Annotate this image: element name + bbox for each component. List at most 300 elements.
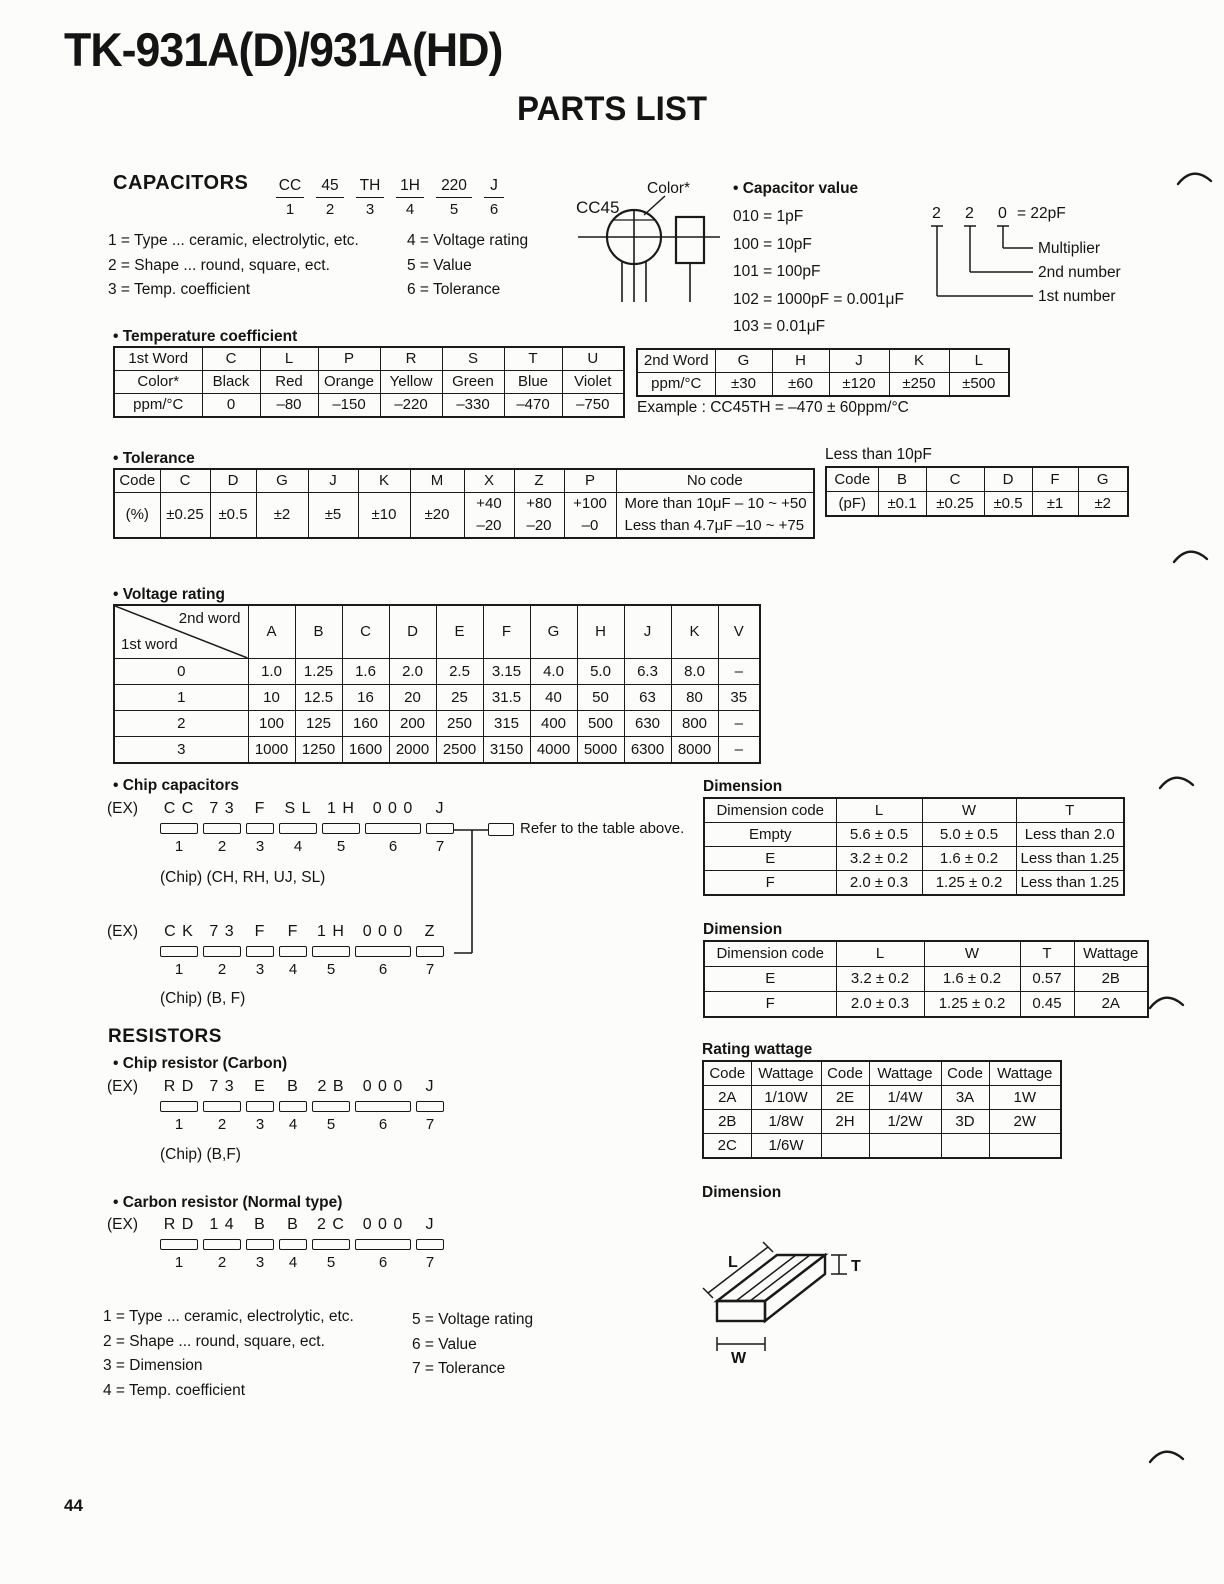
table-row [826,492,1128,517]
table-row [704,798,1124,823]
table-cell: E [436,605,483,659]
code-number: 7 [425,1254,435,1271]
capacitor-value-item: 101 = 100pF [733,263,821,280]
table-cell: Empty [704,823,836,847]
code-segment [279,923,307,978]
rating-wattage-table [702,1060,1062,1159]
table-cell: E [704,967,836,992]
page-title: TK-931A(D)/931A(HD) [64,23,503,76]
resistors-heading: RESISTORS [108,1026,222,1047]
table-row [114,469,814,493]
carbon-resistor-example [160,1216,444,1271]
table-cell: 10 [248,685,295,711]
table-cell: K [889,349,949,373]
code-number: 3 [255,961,265,978]
legend-item: 4 = Temp. coefficient [103,1381,246,1399]
table-cell: J [829,349,889,373]
table-row [703,1061,1061,1086]
table-cell: No code [616,469,814,493]
code-segment [355,923,411,978]
code-number: 1 [174,961,184,978]
code-number: 7 [435,838,445,855]
table-cell: 2.0 ± 0.3 [836,871,922,896]
code-number: 3 [365,201,375,218]
code-chars: F [254,923,266,940]
code-box [322,823,360,834]
temp-coefficient-heading: • Temperature coefficient [113,328,298,345]
code-number: 4 [288,1116,298,1133]
table-cell: ±2 [1078,492,1128,517]
code-number: 1 [174,1116,184,1133]
refer-code-box [488,823,514,836]
legend-item: 4 = Voltage rating [407,232,529,249]
table-cell: ±30 [715,373,772,397]
legend-item: 6 = Tolerance [407,281,501,298]
table-cell: 1/10W [751,1086,821,1110]
table-cell: E [704,847,836,871]
code-number: 5 [326,1116,336,1133]
code-chars: 0 0 0 [362,1216,404,1233]
code-chars: 1 4 [209,1216,235,1233]
code-chars: B [287,1078,299,1095]
less-than-10pf-table [825,466,1129,517]
code-number: 2 [325,201,335,218]
table-cell: ±0.5 [210,493,256,539]
table-cell: F [704,871,836,896]
code-chars: 1H [400,177,420,194]
code-segment [160,923,198,978]
table-cell: 2B [703,1110,751,1134]
code-box [355,946,411,957]
code-number: 4 [288,1254,298,1271]
table-cell: Code [826,467,878,492]
table-cell: 4.0 [530,659,577,685]
code-box [160,823,198,834]
legend-item: 3 = Dimension [103,1357,203,1374]
table-cell: W [924,941,1020,967]
example-label: (EX) [107,1216,138,1233]
table-cell: 1 [114,685,248,711]
table-cell: H [577,605,624,659]
table-cell: T [504,347,562,371]
code-number: 6 [388,838,398,855]
table-cell: 0.45 [1020,992,1074,1018]
table-cell: 2.0 ± 0.3 [836,992,924,1018]
table-cell: F [704,992,836,1018]
legend-item: 2 = Shape ... round, square, ect. [108,256,330,274]
table-cell: –20 [514,515,564,538]
table-cell: ±500 [949,373,1009,397]
table-cell: Dimension code [704,941,836,967]
code-chars: E [254,1078,266,1095]
legend-item: 1 = Type ... ceramic, electrolytic, etc. [108,232,359,249]
code-number: 2 [217,961,227,978]
capacitor-legend-left [108,229,359,303]
chip-resistor-heading: • Chip resistor (Carbon) [113,1055,288,1072]
chip-dimension-drawing [700,1203,885,1365]
table-cell: 40 [530,685,577,711]
table-cell: 2H [821,1110,869,1134]
table-cell: W [922,798,1016,823]
code-number: 6 [378,1116,388,1133]
code-segment [246,923,274,978]
table-cell: 2.0 [389,659,436,685]
code-chars: B [287,1216,299,1233]
code-chars: J [490,177,498,194]
table-cell: 2C [703,1134,751,1159]
code-chars: F [254,800,266,817]
code-segment [416,1078,444,1133]
table-row [114,493,814,516]
cc45-capacitor-drawing [570,180,725,310]
table-cell: 1/4W [869,1086,941,1110]
code-number: 5 [336,838,346,855]
code-number: 3 [255,1116,265,1133]
table-cell: 1000 [248,737,295,764]
table-cell: Less than 1.25 [1016,871,1124,896]
legend-item: 7 = Tolerance [412,1360,506,1377]
code-box [246,1101,274,1112]
table-cell: Code [821,1061,869,1086]
code-chars: C K [164,923,194,940]
corner-bottom-label: 1st word [121,636,178,654]
table-cell: –80 [260,394,318,418]
table-cell: D [389,605,436,659]
example-digit-2: 2 [965,205,974,222]
table-cell: 8000 [671,737,718,764]
table-cell: 0 [202,394,260,418]
capacitor-value-item: 010 = 1pF [733,208,804,225]
code-chars: J [425,1216,435,1233]
temp-coefficient-table-2nd-word [636,348,1010,397]
table-cell: 630 [624,711,671,737]
code-chars: 220 [441,177,467,194]
capacitors-heading: CAPACITORS [113,172,249,194]
code-box [355,1101,411,1112]
code-segment [203,1216,241,1271]
table-cell: 2B [1074,967,1148,992]
table-cell: 2W [989,1110,1061,1134]
table-cell: 2E [821,1086,869,1110]
code-chars: 0 0 0 [372,800,414,817]
code-chars: 0 0 0 [362,1078,404,1095]
table-cell: 4000 [530,737,577,764]
table-cell: G [256,469,308,493]
table-cell: 2A [703,1086,751,1110]
code-chars: 2 B [317,1078,345,1095]
code-number: 1 [285,201,295,218]
code-chars: CC [278,177,302,194]
code-segment [365,800,421,855]
table-cell: –0 [564,515,616,538]
table-cell: –330 [442,394,504,418]
table-cell: D [210,469,256,493]
table-cell: 5000 [577,737,624,764]
table-row [114,371,624,394]
code-chars: J [425,1078,435,1095]
code-segment [316,177,344,218]
legend-item: 2 = Shape ... round, square, ect. [103,1332,325,1350]
code-segment [276,177,304,218]
code-segment [396,177,424,218]
table-cell: L [836,798,922,823]
square-capacitor-body [676,217,704,263]
code-segment [279,1078,307,1133]
table-cell: G [715,349,772,373]
code-box [203,946,241,957]
code-number: 1 [174,1254,184,1271]
code-box [436,197,472,198]
table-cell: Color* [114,371,202,394]
table-cell: Less than 2.0 [1016,823,1124,847]
table-cell: A [248,605,295,659]
table-cell: 2 [114,711,248,737]
page-subtitle: PARTS LIST [517,90,707,128]
code-box [279,946,307,957]
code-segment [322,800,360,855]
table-cell: 5.6 ± 0.5 [836,823,922,847]
code-box [160,946,198,957]
dimension-table-1 [703,797,1125,896]
table-row [704,847,1124,871]
capacitor-code-breakdown [276,177,504,218]
capacitor-legend-right [407,229,528,303]
table-cell: C [342,605,389,659]
code-number: 7 [425,961,435,978]
code-segment [436,177,472,218]
table-cell: More than 10μF – 10 ~ +50 [616,493,814,516]
table-cell: Wattage [989,1061,1061,1086]
table-cell: K [358,469,410,493]
table-cell: – [718,737,760,764]
table-row [704,967,1148,992]
table-cell: Code [941,1061,989,1086]
code-chars: 7 3 [209,800,235,817]
code-number: 7 [425,1116,435,1133]
table-cell: –470 [504,394,562,418]
table-cell: 200 [389,711,436,737]
code-box [316,197,344,198]
table-cell: 400 [530,711,577,737]
table-cell: Code [114,469,160,493]
table-cell: C [926,467,984,492]
table-row [704,992,1148,1018]
table-cell: 3150 [483,737,530,764]
table-cell: 2nd Word [637,349,715,373]
code-box [279,823,317,834]
table-cell: Wattage [751,1061,821,1086]
label-w: W [731,1350,747,1367]
chip-note-2: (Chip) (B, F) [160,990,246,1007]
table-cell: Blue [504,371,562,394]
example-label: (EX) [107,800,138,817]
chip-resistor-note: (Chip) (B,F) [160,1146,241,1163]
legend-item: 3 = Temp. coefficient [108,281,251,298]
chip-capacitors-heading: • Chip capacitors [113,777,240,794]
code-box [356,197,384,198]
table-cell: –150 [318,394,380,418]
rating-wattage-heading: Rating wattage [702,1041,813,1058]
example-label: (EX) [107,1078,138,1095]
legend-item: 5 = Value [407,256,472,274]
diagonal-header-cell [114,605,248,659]
example-equals: = 22pF [1017,205,1066,222]
code-box [312,1239,350,1250]
code-box [365,823,421,834]
table-cell: V [718,605,760,659]
code-box [484,197,504,198]
table-row [703,1086,1061,1110]
table-cell: ±120 [829,373,889,397]
table-cell: 50 [577,685,624,711]
code-segment [356,177,384,218]
code-segment [312,1078,350,1133]
capacitor-value-heading: • Capacitor value [733,180,859,197]
code-number: 2 [217,1116,227,1133]
code-chars: 45 [321,177,339,194]
code-segment [160,1216,198,1271]
example-digit-3: 0 [998,205,1007,222]
chip-resistor-example [160,1078,444,1133]
code-segment [416,1216,444,1271]
code-segment [355,1078,411,1133]
capacitor-value-example [920,202,1160,308]
table-cell: Dimension code [704,798,836,823]
table-cell: +100 [564,493,616,516]
code-number: 1 [174,838,184,855]
table-row [114,605,760,659]
table-cell: P [564,469,616,493]
code-chars: J [435,800,445,817]
table-cell: 1/8W [751,1110,821,1134]
code-number: 4 [405,201,415,218]
code-segment [279,800,317,855]
capacitor-value-item: 100 = 10pF [733,235,812,253]
table-cell: 3D [941,1110,989,1134]
code-chars: 0 0 0 [362,923,404,940]
table-cell: ±0.25 [926,492,984,517]
refer-note: Refer to the table above. [520,820,685,837]
table-cell: 5.0 ± 0.5 [922,823,1016,847]
example-digit-1: 2 [932,205,941,222]
temp-coefficient-example: Example : CC45TH = –470 ± 60ppm/°C [637,399,909,416]
code-segment [246,800,274,855]
code-box [355,1239,411,1250]
code-number: 3 [255,1254,265,1271]
code-box [276,197,304,198]
table-cell: 2A [1074,992,1148,1018]
table-cell: –20 [464,515,514,538]
code-segment [312,1216,350,1271]
table-cell: 5.0 [577,659,624,685]
table-cell: 8.0 [671,659,718,685]
table-cell: 125 [295,711,342,737]
code-number: 4 [288,961,298,978]
code-number: 2 [217,838,227,855]
table-cell: ±250 [889,373,949,397]
table-cell: ±20 [410,493,464,539]
voltage-rating-table [113,604,761,764]
code-box [312,946,350,957]
table-cell: C [160,469,210,493]
table-row [637,373,1009,397]
code-number: 3 [255,838,265,855]
table-cell: ±5 [308,493,358,539]
table-cell: –220 [380,394,442,418]
table-cell: ±0.5 [984,492,1032,517]
table-cell [821,1134,869,1159]
dimension-diagram-heading: Dimension [702,1184,782,1201]
legend-item: 5 = Voltage rating [412,1311,534,1328]
table-cell: 1.25 [295,659,342,685]
table-cell: 12.5 [295,685,342,711]
chip-note-1: (Chip) (CH, RH, UJ, SL) [160,869,326,886]
code-box [160,1101,198,1112]
table-cell: 6.3 [624,659,671,685]
capacitor-value-item: 103 = 0.01μF [733,318,826,335]
table-cell [941,1134,989,1159]
code-box [279,1239,307,1250]
label-t: T [851,1258,861,1275]
table-cell: S [442,347,504,371]
table-row [114,711,760,737]
dimension2-heading: Dimension [703,921,783,938]
code-box [312,1101,350,1112]
code-box [203,1101,241,1112]
code-number: 5 [326,961,336,978]
table-cell: K [671,605,718,659]
less-than-10pf-title: Less than 10pF [825,446,932,463]
table-row [704,871,1124,896]
table-cell: 80 [671,685,718,711]
table-cell: 3.2 ± 0.2 [836,967,924,992]
table-cell: ±0.1 [878,492,926,517]
code-chars: R D [163,1078,195,1095]
capacitor-value-list [733,203,904,341]
legend-item: 6 = Value [412,1335,477,1353]
code-number: 6 [489,201,499,218]
code-segment [246,1078,274,1133]
table-cell: (pF) [826,492,878,517]
table-cell: 63 [624,685,671,711]
table-cell: T [1016,798,1124,823]
code-chars: 7 3 [209,923,235,940]
table-cell: 800 [671,711,718,737]
code-box [279,1101,307,1112]
resistor-legend-left [103,1305,354,1403]
code-chars: B [254,1216,266,1233]
table-cell: 16 [342,685,389,711]
table-cell: +40 [464,493,514,516]
table-cell: 25 [436,685,483,711]
refer-connector-lines [450,820,494,960]
table-cell [869,1134,941,1159]
chip-capacitor-example-2 [160,923,444,978]
label-1st-number: 1st number [1038,288,1116,305]
chip-right-face [765,1255,825,1321]
table-cell: 0 [114,659,248,685]
table-cell: 250 [436,711,483,737]
table-cell: F [1032,467,1078,492]
table-cell: 1.6 ± 0.2 [922,847,1016,871]
table-cell: 3 [114,737,248,764]
chip-front-face [717,1301,765,1321]
code-segment [203,800,241,855]
table-cell: L [949,349,1009,373]
capacitor-value-item: 102 = 1000pF = 0.001μF [733,290,904,308]
page-number: 44 [64,1496,83,1515]
table-cell: 1.0 [248,659,295,685]
